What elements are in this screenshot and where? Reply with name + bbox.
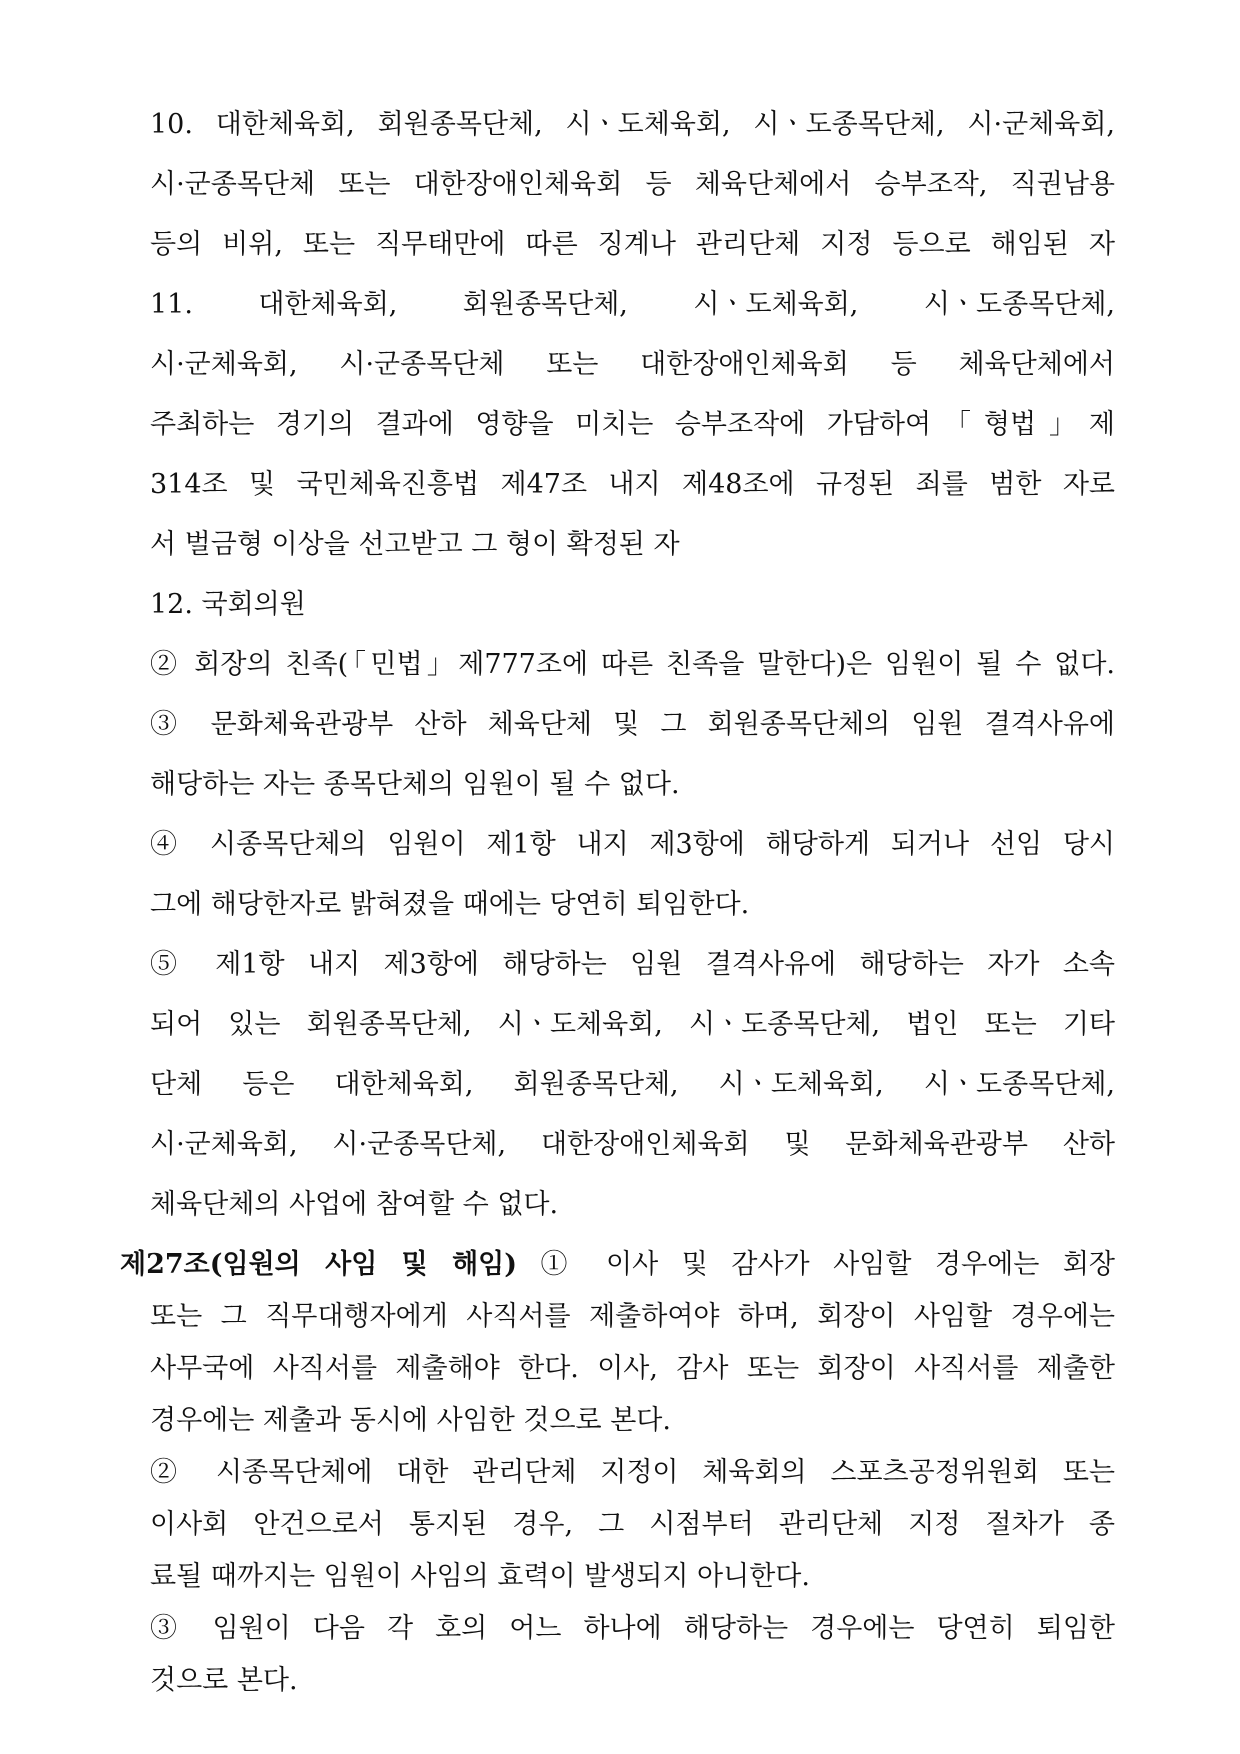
para-2-line-1: ② 회장의 친족(「민법」제777조에 따른 친족을 말한다)은 임원이 될 수 없다. [150,649,1115,680]
article-27-para-2-line-1: ② 시종목단체에 대한 관리단체 지정이 체육회의 스포츠공정위원회 또는 [150,1457,1115,1488]
article-27-line-3: 사무국에 사직서를 제출해야 한다. 이사, 감사 또는 회장이 사직서를 제출한 [150,1353,1115,1384]
item-10-line-1: 10. 대한체육회, 회원종목단체, 시ㆍ도체육회, 시ㆍ도종목단체, 시·군체육회, [150,109,1115,140]
item-11-line-2: 시·군체육회, 시·군종목단체 또는 대한장애인체육회 등 체육단체에서 [150,349,1115,380]
article-27-para-3-line-2: 것으로 본다. [150,1665,298,1696]
item-11-line-3: 주최하는 경기의 결과에 영향을 미치는 승부조작에 가담하여「형법」제 [150,409,1115,440]
article-27-first-line-text: ① 이사 및 감사가 사임할 경우에는 회장 [517,1249,1115,1280]
article-27-para-2-line-3: 료될 때까지는 임원이 사임의 효력이 발생되지 아니한다. [150,1561,810,1592]
article-27-line-2: 또는 그 직무대행자에게 사직서를 제출하여야 하며, 회장이 사임할 경우에는 [150,1301,1115,1332]
para-4-line-2: 그에 해당한자로 밝혀졌을 때에는 당연히 퇴임한다. [150,889,750,920]
item-12-line-1: 12. 국회의원 [150,589,306,620]
para-5-line-1: ⑤ 제1항 내지 제3항에 해당하는 임원 결격사유에 해당하는 자가 소속 [150,949,1115,980]
para-3-line-1: ③ 문화체육관광부 산하 체육단체 및 그 회원종목단체의 임원 결격사유에 [150,709,1115,740]
para-3-line-2: 해당하는 자는 종목단체의 임원이 될 수 없다. [150,769,680,800]
article-27-title: 제27조(임원의 사임 및 해임) [120,1249,518,1280]
item-11-line-5: 서 벌금형 이상을 선고받고 그 형이 확정된 자 [150,529,680,560]
para-5-line-5: 체육단체의 사업에 참여할 수 없다. [150,1189,559,1220]
article-27-para-2-line-2: 이사회 안건으로서 통지된 경우, 그 시점부터 관리단체 지정 절차가 종 [150,1509,1115,1540]
item-10-line-2: 시·군종목단체 또는 대한장애인체육회 등 체육단체에서 승부조작, 직권남용 [150,169,1115,200]
item-11-line-4: 314조 및 국민체육진흥법 제47조 내지 제48조에 규정된 죄를 범한 자로 [150,469,1115,500]
para-4-line-1: ④ 시종목단체의 임원이 제1항 내지 제3항에 해당하게 되거나 선임 당시 [150,829,1115,860]
item-10-line-3: 등의 비위, 또는 직무태만에 따른 징계나 관리단체 지정 등으로 해임된 자 [150,229,1115,260]
para-5-line-2: 되어 있는 회원종목단체, 시ㆍ도체육회, 시ㆍ도종목단체, 법인 또는 기타 [150,1009,1115,1040]
article-27-line-1 [120,1248,1115,1282]
para-5-line-4: 시·군체육회, 시·군종목단체, 대한장애인체육회 및 문화체육관광부 산하 [150,1129,1115,1160]
article-27-line-4: 경우에는 제출과 동시에 사임한 것으로 본다. [150,1405,671,1436]
para-5-line-3: 단체 등은 대한체육회, 회원종목단체, 시ㆍ도체육회, 시ㆍ도종목단체, [150,1069,1115,1100]
article-27-para-3-line-1: ③ 임원이 다음 각 호의 어느 하나에 해당하는 경우에는 당연히 퇴임한 [150,1613,1115,1644]
item-11-line-1: 11. 대한체육회, 회원종목단체, 시ㆍ도체육회, 시ㆍ도종목단체, [150,289,1115,320]
